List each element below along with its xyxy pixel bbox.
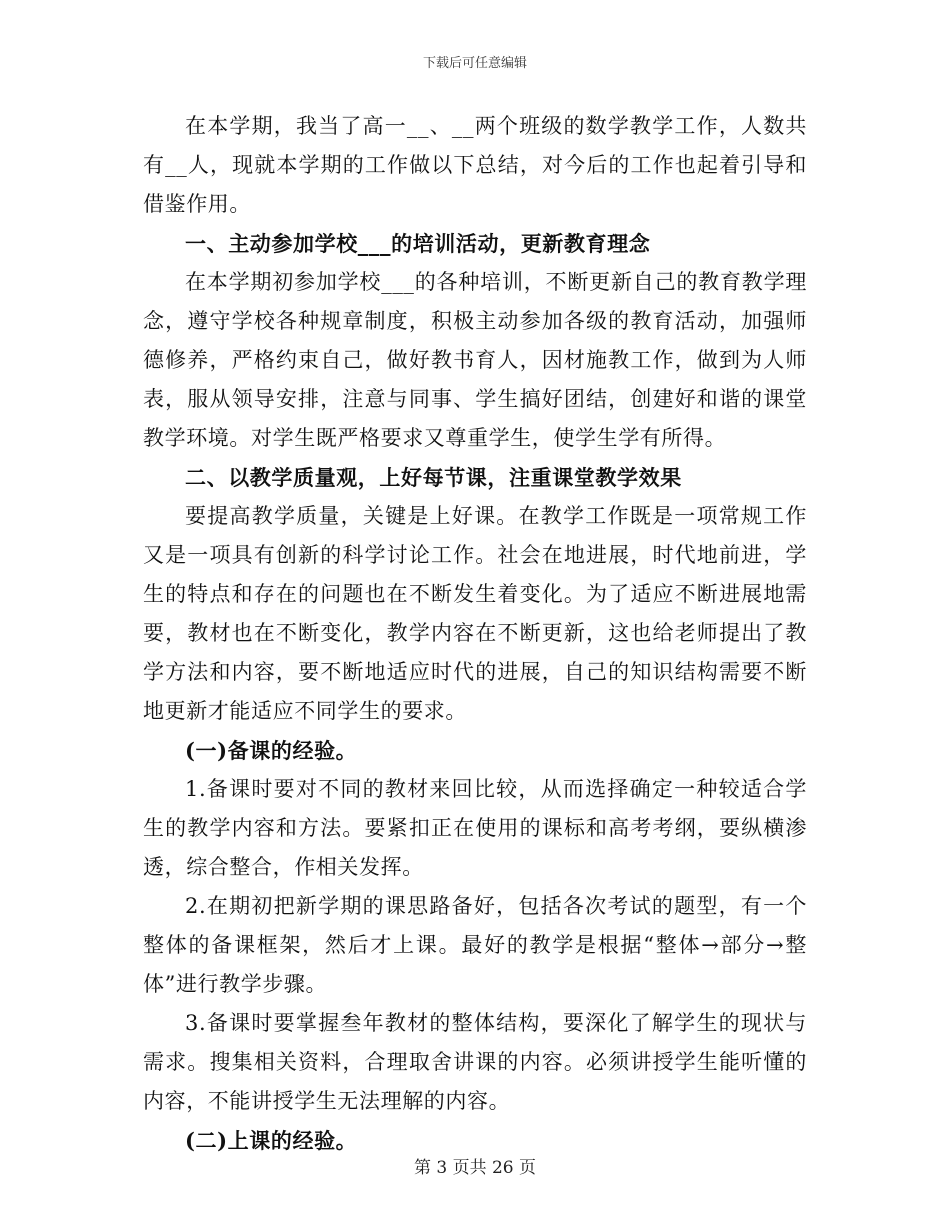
section-1-paragraph: 在本学期初参加学校___的各种培训，不断更新自己的教育教学理念，遵守学校各种规章制度，积极主动参加各级的教育活动，加强师德修养，严格约束自己，做好教书育人，因材施教工作，做到为人师表，服从领导安排，注意与同事、学生搞好团结，创建好和谐的课堂教学环境。对学生既严格要求又尊重学生，使学生学有所得。 [143, 270, 807, 450]
section-2-paragraph: 要提高教学质量，关键是上好课。在教学工作既是一项常规工作又是一项具有创新的科学讨论工作。社会在地进展，时代地前进，学生的特点和存在的问题也在不断发生着变化。为了适应不断进展地需要，教材也在不断变化，教学内容在不断更新，这也给老师提出了教学方法和内容，要不断地适应时代的进展，自己的知识结构需要不断地更新才能适应不同学生的要求。 [143, 504, 807, 723]
subsection-1-heading: (一)备课的经验。 [185, 738, 358, 763]
subsection-1-item-2: 2.在期初把新学期的课思路备好，包括各次考试的题型，有一个整体的备课框架，然后才上课。最好的教学是根据“整体→部分→整体”进行教学步骤。 [143, 894, 807, 996]
intro-paragraph: 在本学期，我当了高一__、__两个班级的数学教学工作，人数共有__人，现就本学期的工作做以下总结，对今后的工作也起着引导和借鉴作用。 [143, 114, 807, 216]
page-header: 下载后可任意编辑 [422, 56, 527, 71]
subsection-2-heading: (二)上课的经验。 [185, 1128, 358, 1153]
document-body [143, 107, 807, 1160]
section-1-heading: 一、主动参加学校___的培训活动，更新教育理念 [185, 231, 651, 256]
subsection-1-item-3: 3.备课时要掌握叁年教材的整体结构，要深化了解学生的现状与需求。搜集相关资料，合理取舍讲课的内容。必须讲授学生能听懂的内容，不能讲授学生无法理解的内容。 [143, 1011, 807, 1113]
section-2-heading: 二、以教学质量观，上好每节课，注重课堂教学效果 [185, 465, 682, 490]
subsection-1-item-1: 1.备课时要对不同的教材来回比较，从而选择确定一种较适合学生的教学内容和方法。要紧扣正在使用的课标和高考考纲，要纵横渗透，综合整合，作相关发挥。 [143, 777, 807, 879]
page-footer: 第 3 页共 26 页 [413, 1158, 537, 1178]
